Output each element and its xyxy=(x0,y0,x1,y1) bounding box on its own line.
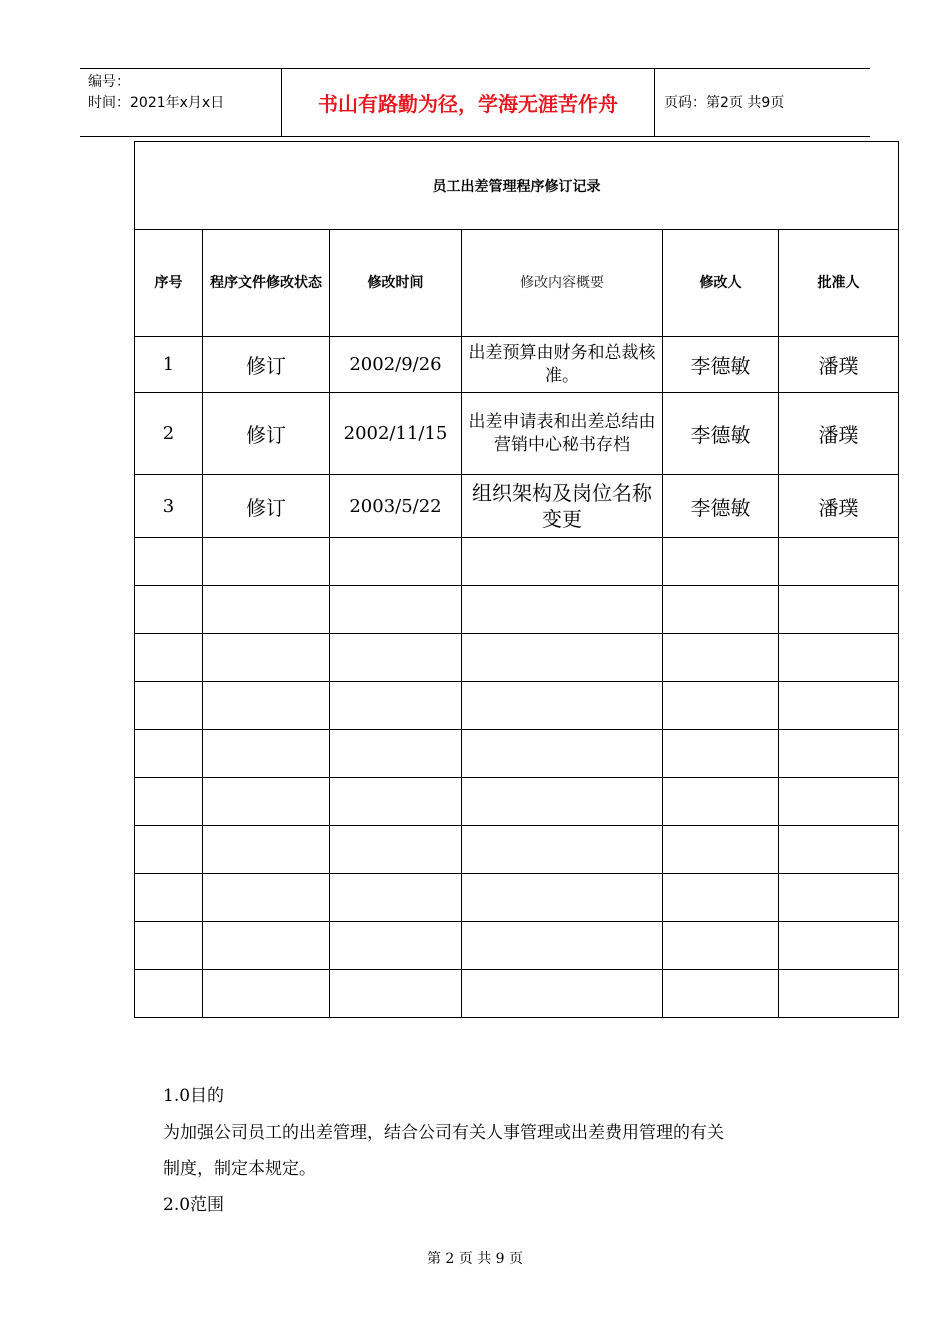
row-editor: 李德敏 xyxy=(663,393,779,475)
table-row xyxy=(135,393,899,475)
empty-table-row xyxy=(135,586,899,634)
header-meta xyxy=(88,72,224,114)
document-date-label: 时间：2021年x月x日 xyxy=(88,95,225,111)
column-header-approver: 批准人 xyxy=(779,230,899,337)
row-summary: 出差申请表和出差总结由营销中心秘书存档 xyxy=(462,393,663,475)
empty-table-row xyxy=(135,970,899,1018)
empty-table-row xyxy=(135,538,899,586)
table-header-row xyxy=(135,230,899,337)
page-footer: 第 2 页 共 9 页 xyxy=(426,1251,524,1267)
section-2-heading: 2.0范围 xyxy=(163,1195,225,1215)
header-motto: 书山有路勤为径，学海无涯苦作舟 xyxy=(318,92,618,116)
column-header-summary: 修改内容概要 xyxy=(462,230,663,337)
document-number-label: 编号： xyxy=(88,74,130,90)
header-page-indicator: 页码：第2页 共9页 xyxy=(664,95,785,111)
row-editor: 李德敏 xyxy=(663,337,779,393)
row-editor: 李德敏 xyxy=(663,475,779,538)
row-approver: 潘璞 xyxy=(779,475,899,538)
empty-table-row xyxy=(135,634,899,682)
empty-table-row xyxy=(135,730,899,778)
empty-table-row xyxy=(135,874,899,922)
row-status: 修订 xyxy=(203,337,330,393)
row-approver: 潘璞 xyxy=(779,337,899,393)
row-date: 2002/9/26 xyxy=(330,337,462,393)
column-header-status: 程序文件修改状态 xyxy=(203,230,330,337)
row-no: 3 xyxy=(135,475,203,538)
row-no: 1 xyxy=(135,337,203,393)
column-header-editor: 修改人 xyxy=(663,230,779,337)
section-1-heading: 1.0目的 xyxy=(163,1086,225,1106)
revision-record-table xyxy=(134,141,899,1018)
row-date: 2003/5/22 xyxy=(330,475,462,538)
row-approver: 潘璞 xyxy=(779,393,899,475)
column-header-no: 序号 xyxy=(135,230,203,337)
empty-table-row xyxy=(135,682,899,730)
column-header-date: 修改时间 xyxy=(330,230,462,337)
table-row xyxy=(135,337,899,393)
table-title: 员工出差管理程序修订记录 xyxy=(135,142,899,230)
row-status: 修订 xyxy=(203,475,330,538)
section-1-paragraph-line-1: 为加强公司员工的出差管理，结合公司有关人事管理或出差费用管理的有关 xyxy=(163,1123,724,1143)
row-date: 2002/11/15 xyxy=(330,393,462,475)
empty-table-row xyxy=(135,922,899,970)
row-summary: 出差预算由财务和总裁核准。 xyxy=(462,337,663,393)
row-status: 修订 xyxy=(203,393,330,475)
table-row xyxy=(135,475,899,538)
empty-table-row xyxy=(135,778,899,826)
table-title-row xyxy=(135,142,899,230)
section-1-paragraph-line-2: 制度，制定本规定。 xyxy=(163,1159,316,1179)
empty-table-row xyxy=(135,826,899,874)
header-divider-right xyxy=(654,68,655,137)
row-summary: 组织架构及岗位名称变更 xyxy=(462,475,663,538)
row-no: 2 xyxy=(135,393,203,475)
